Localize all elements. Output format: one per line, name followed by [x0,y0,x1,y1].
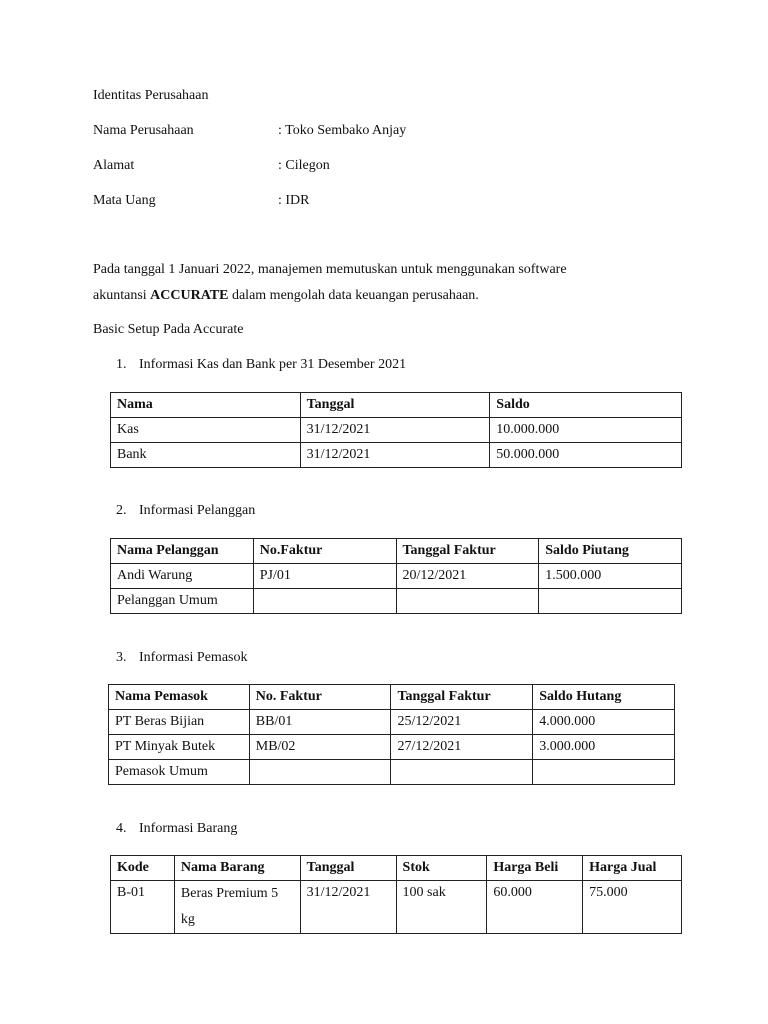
header-cell: Stok [396,856,487,881]
intro-line-2 [93,288,479,304]
barang-table [110,855,682,934]
header-cell: Saldo Piutang [539,539,682,564]
table-header-row [109,685,675,710]
pelanggan-table [110,538,682,614]
section-4-number: 4. [116,821,127,836]
table-cell [396,589,539,614]
table-cell: 27/12/2021 [391,735,533,760]
header-cell: Tanggal [300,856,396,881]
table-cell [539,589,682,614]
identity-value-currency: : IDR [278,193,310,208]
table-cell: Beras Premium 5 kg [174,881,300,934]
table-row [109,735,675,760]
table-cell [533,760,675,785]
table-row [111,418,682,443]
table-cell: Pelanggan Umum [111,589,254,614]
header-cell: Saldo [490,393,682,418]
table-cell: 4.000.000 [533,710,675,735]
section-2-title: Informasi Pelanggan [139,503,256,518]
table-row [109,760,675,785]
table-cell: PT Beras Bijian [109,710,250,735]
section-3-title: Informasi Pemasok [139,650,248,665]
section-2-number: 2. [116,503,127,518]
table-cell: MB/02 [249,735,391,760]
header-cell: Tanggal [300,393,490,418]
table-cell: 25/12/2021 [391,710,533,735]
table-cell: BB/01 [249,710,391,735]
table-cell: 31/12/2021 [300,881,396,934]
table-cell: PT Minyak Butek [109,735,250,760]
intro-line-1: Pada tanggal 1 Januari 2022, manajemen memutuskan untuk menggunakan software [93,262,567,277]
header-cell: Nama Pelanggan [111,539,254,564]
table-cell: 10.000.000 [490,418,682,443]
table-cell: PJ/01 [253,564,396,589]
section-1-number: 1. [116,357,127,372]
header-cell: Nama Barang [174,856,300,881]
identity-label-address: Alamat [93,158,135,173]
header-cell: Nama [111,393,301,418]
table-cell: Andi Warung [111,564,254,589]
table-cell: 50.000.000 [490,443,682,468]
header-cell: Kode [111,856,175,881]
identity-label-currency: Mata Uang [93,193,156,208]
identity-value-address: : Cilegon [278,158,330,173]
basic-setup-heading: Basic Setup Pada Accurate [93,322,244,337]
table-row [111,881,682,934]
header-cell: Harga Jual [583,856,682,881]
kas-bank-table [110,392,682,468]
table-header-row [111,539,682,564]
table-cell: 20/12/2021 [396,564,539,589]
header-cell: No. Faktur [249,685,391,710]
intro-prefix: akuntansi [93,288,151,303]
table-cell [391,760,533,785]
table-cell: 60.000 [487,881,583,934]
table-cell: 31/12/2021 [300,418,490,443]
intro-accurate: ACCURATE [150,288,229,303]
table-header-row [111,393,682,418]
table-cell: B-01 [111,881,175,934]
intro-suffix: dalam mengolah data keuangan perusahaan. [228,288,479,303]
section-4-title: Informasi Barang [139,821,238,836]
header-cell: Tanggal Faktur [396,539,539,564]
pemasok-table [108,684,675,785]
identity-value-company: : Toko Sembako Anjay [278,123,407,138]
table-cell: 3.000.000 [533,735,675,760]
table-cell: 31/12/2021 [300,443,490,468]
identity-title: Identitas Perusahaan [93,88,209,103]
table-cell: 1.500.000 [539,564,682,589]
table-header-row [111,856,682,881]
header-cell: Harga Beli [487,856,583,881]
header-cell: Saldo Hutang [533,685,675,710]
table-cell: Pemasok Umum [109,760,250,785]
section-3-number: 3. [116,650,127,665]
header-cell: No.Faktur [253,539,396,564]
table-row [109,710,675,735]
table-cell: 75.000 [583,881,682,934]
table-row [111,564,682,589]
section-1-title: Informasi Kas dan Bank per 31 Desember 2021 [139,357,407,372]
table-row [111,443,682,468]
identity-label-company: Nama Perusahaan [93,123,194,138]
table-cell: Kas [111,418,301,443]
table-cell [249,760,391,785]
table-row [111,589,682,614]
table-cell [253,589,396,614]
table-cell: 100 sak [396,881,487,934]
table-cell: Bank [111,443,301,468]
header-cell: Nama Pemasok [109,685,250,710]
header-cell: Tanggal Faktur [391,685,533,710]
